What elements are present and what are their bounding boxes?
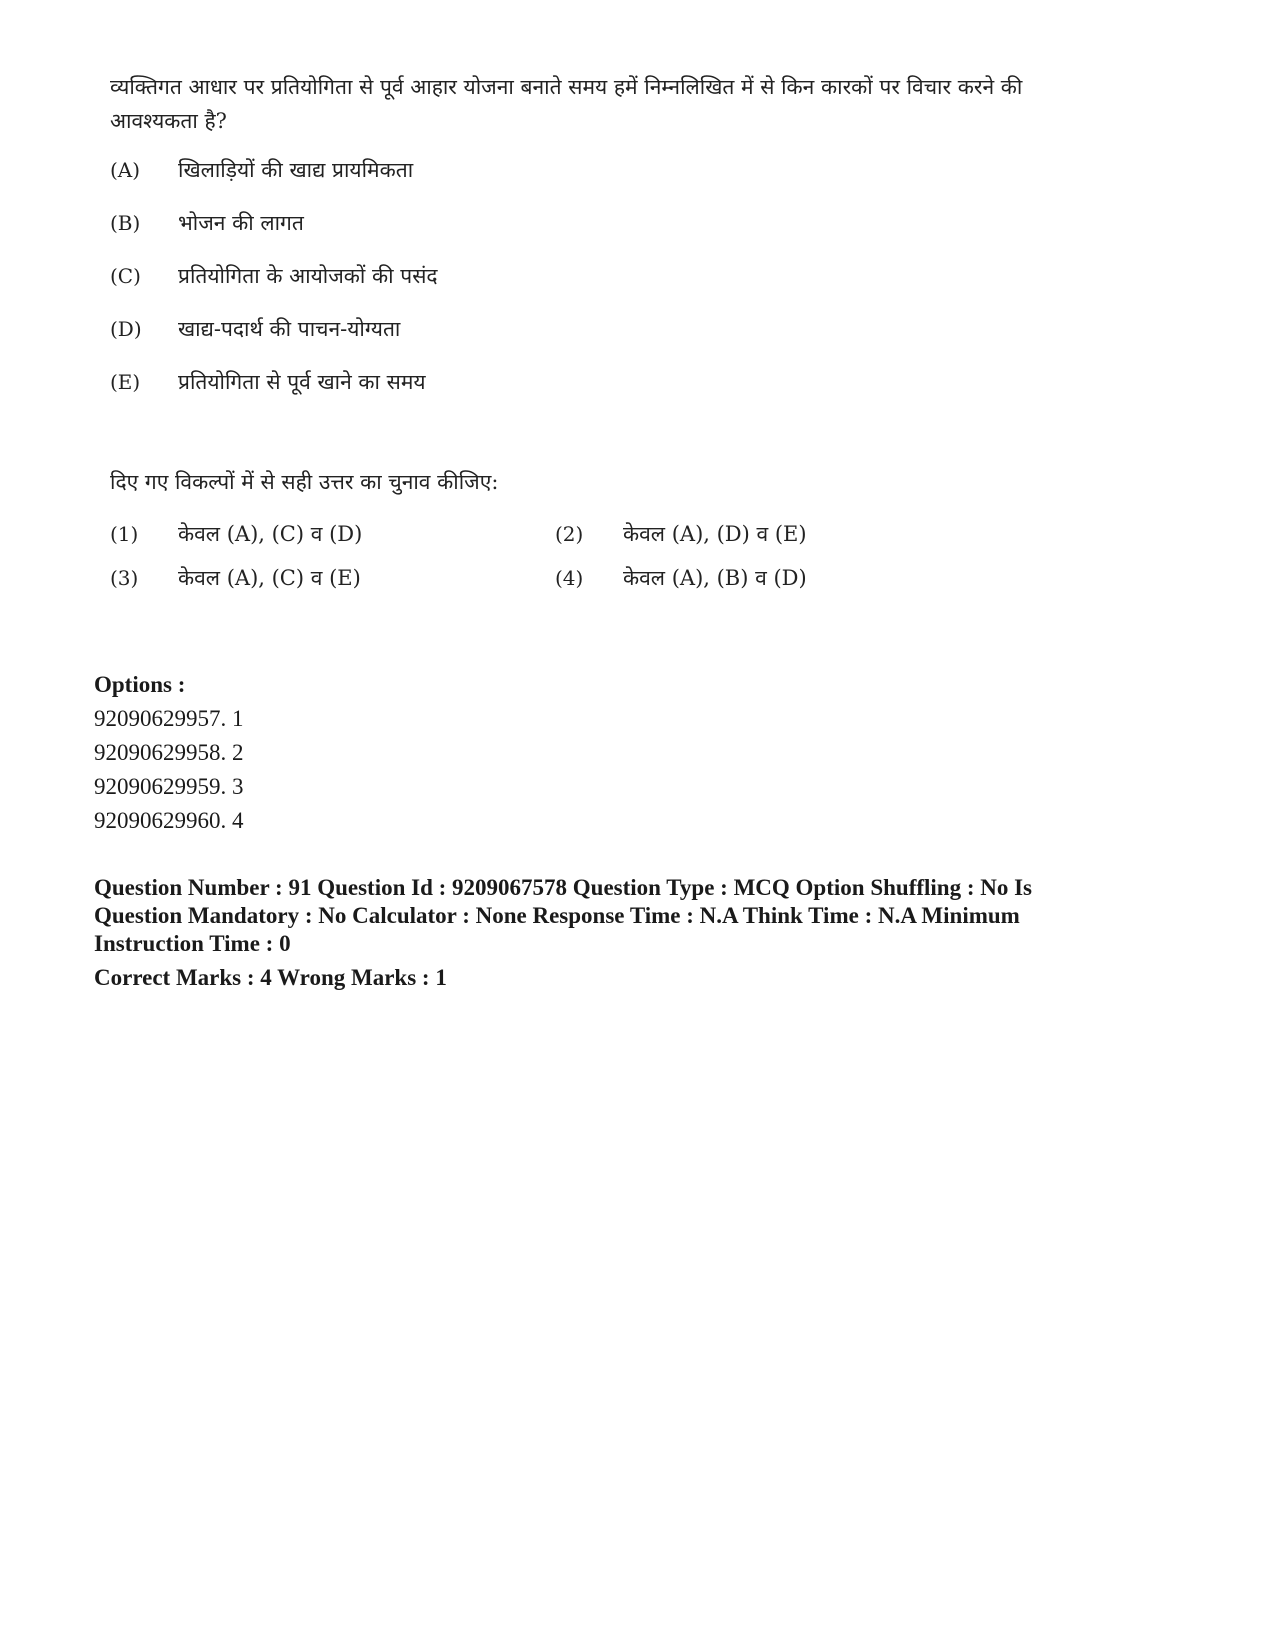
choice-number: (3)	[110, 566, 139, 590]
question-info	[94, 874, 1114, 992]
statement-text: प्रतियोगिता के आयोजकों की पसंद	[178, 264, 438, 288]
option-row	[94, 736, 244, 770]
statement-label: (B)	[110, 211, 141, 235]
option-row	[94, 702, 244, 736]
statement-item	[110, 156, 1070, 209]
choice-text: केवल (A), (C) व (D)	[178, 522, 363, 546]
statement-text: खिलाड़ियों की खाद्य प्रायमिकता	[178, 158, 414, 182]
choice-item	[555, 520, 1000, 552]
statement-text: प्रतियोगिता से पूर्व खाने का समय	[178, 370, 426, 394]
option-value: 1	[232, 706, 244, 731]
choice-item	[555, 564, 1000, 596]
statement-item	[110, 368, 1070, 421]
option-value: 2	[232, 740, 244, 765]
statement-list	[110, 156, 1070, 421]
statement-label: (A)	[110, 158, 141, 182]
options-title: Options :	[94, 672, 186, 697]
answer-instruction: दिए गए विकल्पों में से सही उत्तर का चुनाव कीजिए:	[110, 470, 499, 494]
choice-number: (2)	[555, 522, 584, 546]
statement-item	[110, 315, 1070, 368]
statement-text: भोजन की लागत	[178, 211, 304, 235]
statement-label: (D)	[110, 317, 142, 341]
statement-label: (E)	[110, 370, 141, 394]
option-value: 4	[232, 808, 244, 833]
choice-item	[110, 564, 555, 596]
question-image	[110, 70, 1070, 596]
choice-number: (1)	[110, 522, 139, 546]
question-stem: व्यक्तिगत आधार पर प्रतियोगिता से पूर्व आहार योजना बनाते समय हमें निम्नलिखित में से किन कारकों पर विचार करने की आवश्यकता है?	[110, 75, 1023, 133]
option-id: 92090629960.	[94, 808, 227, 833]
option-row	[94, 770, 244, 804]
choice-number: (4)	[555, 566, 584, 590]
options-block	[94, 668, 244, 838]
choice-text: केवल (A), (C) व (E)	[178, 566, 361, 590]
choice-text: केवल (A), (B) व (D)	[623, 566, 807, 590]
statement-item	[110, 209, 1070, 262]
option-id: 92090629958.	[94, 740, 227, 765]
statement-label: (C)	[110, 264, 141, 288]
marks-line: Correct Marks : 4 Wrong Marks : 1	[94, 965, 447, 990]
option-id: 92090629957.	[94, 706, 227, 731]
choice-grid	[110, 520, 1070, 596]
option-id: 92090629959.	[94, 774, 227, 799]
option-row	[94, 804, 244, 838]
option-value: 3	[232, 774, 244, 799]
question-meta-line: Question Number : 91 Question Id : 9209067578 Question Type : MCQ Option Shuffling : No Is Question Mandatory : No Calculator : None Response Time : N.A Think Time : N.A Minimum Instruction Time : 0	[94, 875, 1033, 956]
statement-item	[110, 262, 1070, 315]
choice-text: केवल (A), (D) व (E)	[623, 522, 807, 546]
choice-item	[110, 520, 555, 552]
statement-text: खाद्य-पदार्थ की पाचन-योग्यता	[178, 317, 401, 341]
